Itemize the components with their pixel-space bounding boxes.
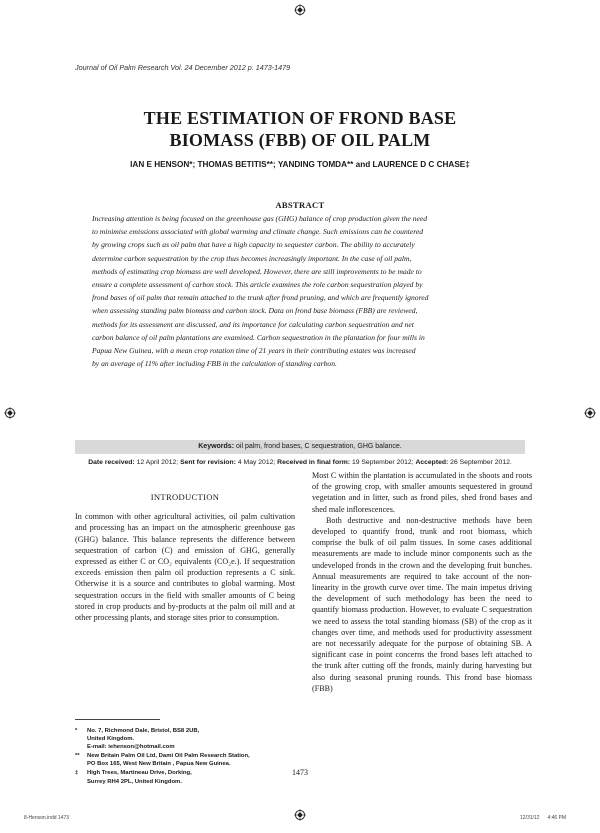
print-slug-file: 8-Henson.indd 1473 <box>24 815 70 821</box>
author-list: IAN E HENSON*; THOMAS BETITIS**; YANDING TOMDA** and LAURENCE D C CHASE‡ <box>130 160 470 169</box>
abstract-line: when assessing standing palm biomass and carbon stock. Data on frond base biomass (FBB) are reviewed, <box>92 306 418 316</box>
footnote-line: PO Box 165, West New Britain , Papua New Guinea. <box>87 761 231 768</box>
abstract-line: by an average of 11% after including FBB in the calculation of standing carbon. <box>92 359 337 369</box>
footnote-divider <box>75 719 160 720</box>
footnote-line: No. 7, Richmond Dale, Bristol, BS8 2UB, <box>87 728 200 734</box>
keywords-label: Keywords: <box>198 443 235 450</box>
page-number: 1473 <box>292 768 308 777</box>
date-accepted: 26 September 2012. <box>448 459 512 466</box>
abstract-line: frond bases of oil palm that remain attached to the trunk after frond pruning, and which are frequently ignored <box>92 293 429 303</box>
print-slug-time: 4:46 PM <box>547 815 567 821</box>
footnote-line: High Trees, Martineau Drive, Dorking, <box>87 770 192 777</box>
print-slug-date: 12/31/12 <box>520 815 540 821</box>
date-revision: 4 May 2012; <box>235 459 278 466</box>
footnote-email[interactable]: E-mail: iehenson@hotmail.com <box>87 744 175 751</box>
journal-citation: Journal of Oil Palm Research Vol. 24 December 2012 p. 1473-1479 <box>75 63 291 72</box>
abstract-line: Papua New Guinea, with a mean crop rotation time of 21 years in their contributing estates was increased <box>92 346 416 356</box>
date-final: 19 September 2012; <box>350 459 416 466</box>
print-slug-timestamp <box>520 815 566 821</box>
registration-mark-bottom-icon <box>294 809 306 821</box>
date-revision-label: Sent for revision: <box>180 459 236 466</box>
abstract-line: to minimise emissions associated with global warming and climate change. Such emissions can be countered <box>92 227 424 237</box>
title-line: BIOMASS (FBB) OF OIL PALM <box>169 130 431 150</box>
footnote <box>75 727 300 751</box>
abstract-line: by growing crops such as oil palm that have a high capacity to sequester carbon. The ability to accurately <box>92 240 415 250</box>
footnote <box>75 752 300 768</box>
article-dates <box>75 459 525 466</box>
registration-mark-right-icon <box>584 407 596 419</box>
date-final-label: Received in final form: <box>277 459 351 466</box>
footnotes <box>75 727 300 787</box>
keywords-bar <box>75 440 525 454</box>
abstract-body <box>92 212 508 370</box>
footnote-line: New Britain Palm Oil Ltd, Dami Oil Palm Research Station, <box>87 753 250 760</box>
date-received: 12 April 2012; <box>134 459 181 466</box>
date-received-label: Date received: <box>88 459 135 466</box>
footnote-mark: ** <box>75 753 80 760</box>
footnote-mark: ‡ <box>75 770 79 777</box>
abstract-line: methods for its assessment are discussed, and its importance for calculating carbon sequestration and net <box>92 319 414 329</box>
intro-paragraph-2: Most C within the plantation is accumulated in the shoots and roots of the growing crop, with smaller amounts sequestered in ground vegetation and in litter, such as frond piles, shed frond bases and shed male inflorescences. <box>312 471 532 514</box>
title-line: THE ESTIMATION OF FROND BASE <box>143 108 457 128</box>
intro-paragraph-1: In common with other agricultural activities, oil palm cultivation and processing has an impact on the atmospheric greenhouse gas (GHG) balance. This balance represents the difference between sequestration of carbon (C) and emission of GHG, generally expressed as either C or CO₂ equivalents (CO₂e.). If sequestration exceeds emission then palm oil production represents a C sink. Otherwise it is a source and contributes to global warming. Most sequestration occurs in the field with smaller amounts of C being stored in crop products and by-products at the palm oil mill and at other processing plants, and storage sites prior to consumption. <box>75 512 295 623</box>
footnote-line: Surrey RH4 2PL, United Kingdom. <box>87 778 182 785</box>
abstract-line: methods of estimating crop biomass are well developed. However, there are still improvements to be made to <box>92 266 422 276</box>
section-heading-introduction: INTRODUCTION <box>150 492 220 502</box>
keywords-text: oil palm, frond bases, C sequestration, GHG balance. <box>234 443 402 450</box>
paper-title <box>75 107 525 151</box>
registration-mark-left-icon <box>4 407 16 419</box>
intro-paragraph-3: Both destructive and non-destructive methods have been developed to quantify frond, trunk and root biomass, which comprise the bulk of oil palm tissues. In some cases additional measurements are made to include minor components such as the undeveloped fronds in the crown and the developing fruit bunches. Annual measurements are required to take account of the non-linearity in the growth curve over time. The main impetus driving the development of such methodology has been the need to quantify biomass production. However, to evaluate C sequestration we need to assess the total standing biomass (SB) of the crop as it changes over time, and methods used for productivity assessment are not necessarily adequate for the purpose of obtaining SB. A significant case in point concerns the frond bases left attached to the trunk after cutting off the fronds, mainly during harvesting but also during seasonal pruning rounds. This frond base biomass (FBB) <box>312 515 532 693</box>
abstract-line: determine carbon sequestration by the crop thus becomes increasingly important. In the case of oil palm, <box>92 253 412 263</box>
left-column <box>75 492 295 623</box>
abstract-line: Increasing attention is being focused on the greenhouse gas (GHG) balance of crop production given the need <box>92 214 428 223</box>
date-accepted-label: Accepted: <box>415 459 449 466</box>
footnote-line: United Kingdom. <box>87 736 135 743</box>
abstract-heading: ABSTRACT <box>275 200 325 210</box>
abstract-line: carbon balance of oil palm plantations are examined. Carbon sequestration in the plantation for four mills in <box>92 332 425 342</box>
right-column <box>312 470 532 694</box>
abstract-line: ensure a complete assessment of carbon stock. This article examines the role carbon sequestration played by <box>92 280 423 290</box>
footnote-mark: * <box>75 728 78 734</box>
registration-mark-top-icon <box>294 4 306 16</box>
